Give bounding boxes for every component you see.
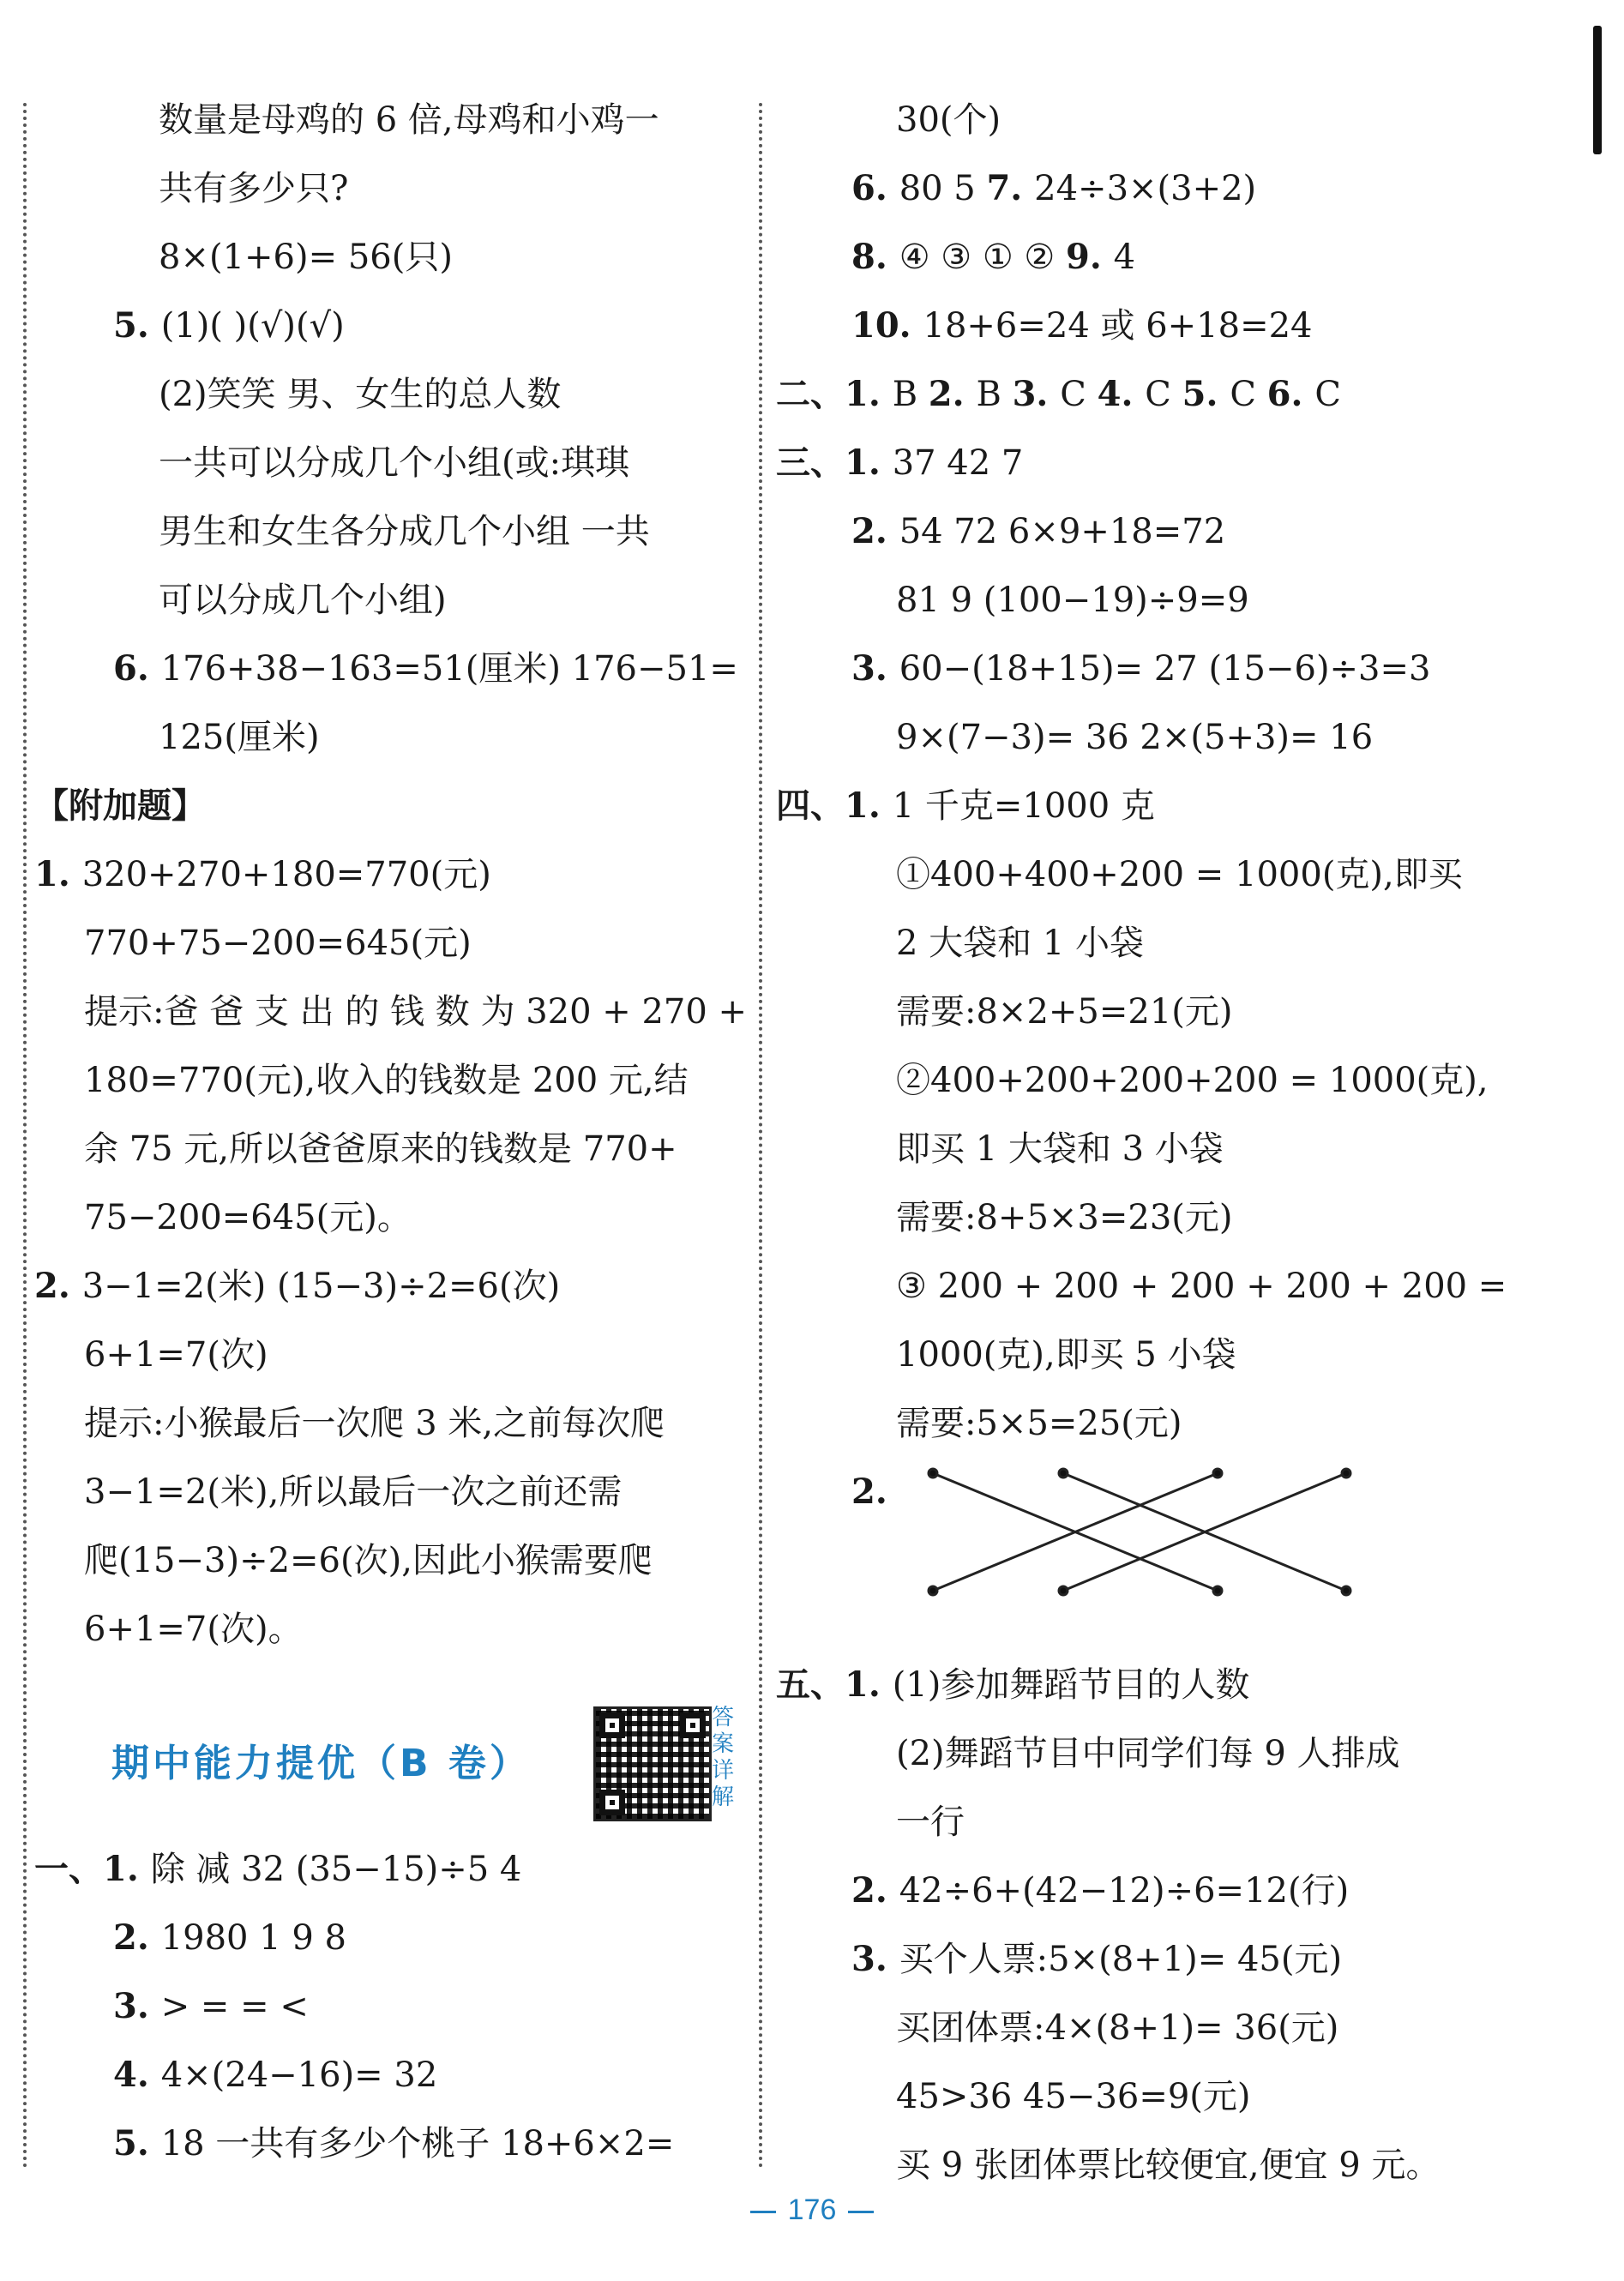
answer-text: 37 42 7 <box>892 443 1024 483</box>
answer-line <box>896 1055 1489 1106</box>
answer-text: 1980 1 9 8 <box>160 1918 346 1958</box>
answer-line <box>34 1844 521 1895</box>
answer-line <box>84 1398 665 1449</box>
answer-line <box>896 849 1463 900</box>
answer-text: 需要:5×5=25(元) <box>896 1404 1182 1443</box>
question-number: 9. <box>1065 237 1114 277</box>
answer-line <box>896 918 1144 969</box>
question-number: 四、1. <box>776 785 893 826</box>
question-number: 3. <box>851 648 899 689</box>
answer-line <box>776 437 1023 489</box>
question-number: 3. <box>1012 374 1061 414</box>
answer-text: (1)( )(√)(√) <box>160 306 345 346</box>
answer-line <box>896 986 1232 1038</box>
answer-text: ④ ③ ① ② <box>899 238 1066 277</box>
question-number: 一、1. <box>34 1849 151 1889</box>
answer-text: C <box>1314 375 1341 414</box>
answer-line <box>851 163 1256 214</box>
question-number: 2. <box>851 1870 899 1911</box>
answer-text: 1 千克=1000 克 <box>892 786 1155 826</box>
match-dot <box>929 1469 937 1478</box>
answer-line <box>159 506 650 557</box>
answer-line <box>159 712 320 763</box>
page-edge-mark <box>1593 26 1602 154</box>
answer-text: 数量是母鸡的 6 倍,母鸡和小鸡一 <box>159 100 659 140</box>
answer-line <box>84 986 747 1038</box>
column-divider-dotted-line <box>759 103 762 2170</box>
answer-text: 3−1=2(米),所以最后一次之前还需 <box>84 1472 623 1512</box>
question-number: 2. <box>928 374 977 414</box>
answer-text: 6+1=7(次) <box>84 1335 268 1375</box>
answer-line <box>34 1261 560 1312</box>
match-dot <box>1059 1586 1068 1595</box>
answer-line <box>851 1934 1342 1985</box>
answer-line <box>776 369 1341 420</box>
question-number: 3. <box>113 1986 161 2026</box>
answer-text: 买团体票:4×(8+1)= 36(元) <box>896 2008 1339 2048</box>
match-dot <box>1342 1469 1350 1478</box>
answer-text: 男生和女生各分成几个小组 一共 <box>159 512 650 551</box>
answer-line <box>159 163 348 214</box>
answer-text: (1)参加舞蹈节目的人数 <box>892 1665 1250 1705</box>
answer-line <box>776 1659 1249 1711</box>
answer-line <box>159 437 629 489</box>
qr-label: 答案详解 <box>712 1705 735 1810</box>
answer-line <box>896 712 1373 763</box>
question-number: 7. <box>986 168 1035 208</box>
question-number: 5. <box>113 305 161 346</box>
section-title: 期中能力提优（B 卷） <box>111 1742 531 1785</box>
answer-text: 180=770(元),收入的钱数是 200 元,结 <box>84 1061 689 1100</box>
question-number: 2. <box>851 1472 887 1512</box>
answer-line <box>113 1912 346 1964</box>
answer-line <box>34 849 491 900</box>
answer-line <box>159 232 453 283</box>
answer-line <box>84 918 472 969</box>
question-number: 5. <box>1182 374 1230 414</box>
answer-line <box>896 1728 1400 1779</box>
answer-line <box>776 780 1155 832</box>
answer-text: 提示:爸 爸 支 出 的 钱 数 为 320 + 270 + <box>84 992 748 1032</box>
answer-line <box>159 575 447 626</box>
answer-line <box>34 780 206 832</box>
question-number: 10. <box>851 305 923 346</box>
answer-line <box>84 1604 303 1655</box>
match-dot <box>1213 1586 1222 1595</box>
answer-text: (2)舞蹈节目中同学们每 9 人排成 <box>896 1734 1400 1773</box>
answer-text: 一共可以分成几个小组(或:琪琪 <box>159 443 630 483</box>
answer-text: 除 减 32 (35−15)÷5 4 <box>150 1850 522 1889</box>
answer-line <box>84 1466 622 1518</box>
answer-text: (2)笑笑 男、女生的总人数 <box>159 375 562 414</box>
answer-line <box>159 369 561 420</box>
answer-text: 1000(克),即买 5 小袋 <box>896 1335 1236 1375</box>
answer-text: 176+38−163=51(厘米) 176−51= <box>160 649 738 689</box>
answer-line <box>896 2002 1338 2054</box>
answer-text: ①400+400+200 = 1000(克),即买 <box>896 855 1463 894</box>
question-number: 1. <box>34 854 82 894</box>
answer-text: 18+6=24 或 6+18=24 <box>923 306 1313 346</box>
answer-text: 2 大袋和 1 小袋 <box>896 924 1145 963</box>
answer-text: C <box>1145 375 1182 414</box>
answer-line <box>113 2049 437 2101</box>
question-number: 3. <box>851 1939 899 1979</box>
question-number: 6. <box>113 648 161 689</box>
answer-line <box>113 2118 674 2170</box>
answer-text: 770+75−200=645(元) <box>84 924 472 963</box>
answer-text: 30(个) <box>896 100 1001 140</box>
answer-text: C <box>1060 375 1098 414</box>
answer-text: 24÷3×(3+2) <box>1034 169 1257 208</box>
answer-text: 8×(1+6)= 56(只) <box>159 238 453 277</box>
match-dot <box>1059 1469 1068 1478</box>
answer-line <box>113 643 738 695</box>
answer-line <box>851 506 1225 557</box>
answer-line <box>896 1398 1182 1449</box>
answer-text: 一行 <box>896 1803 965 1842</box>
answer-text: 可以分成几个小组) <box>159 581 447 620</box>
answer-text: 买个人票:5×(8+1)= 45(元) <box>899 1940 1343 1979</box>
answer-text: 提示:小猴最后一次爬 3 米,之前每次爬 <box>84 1404 665 1443</box>
answer-line <box>896 1261 1507 1312</box>
match-dot <box>929 1586 937 1595</box>
page-number <box>0 2194 1624 2227</box>
answer-text: 125(厘米) <box>159 718 320 757</box>
answer-line <box>851 232 1135 283</box>
answer-text: B <box>976 375 1013 414</box>
answer-line <box>84 1055 689 1106</box>
answer-text: 81 9 (100−19)÷9=9 <box>896 581 1249 620</box>
answer-text: > = = < <box>160 1987 309 2026</box>
answer-text: 即买 1 大袋和 3 小袋 <box>896 1129 1224 1169</box>
answer-line <box>851 643 1430 695</box>
answer-text: 需要:8×2+5=21(元) <box>896 992 1233 1032</box>
page-number-value: 176 <box>787 2194 837 2226</box>
answer-line <box>896 1329 1236 1381</box>
match-dot <box>1342 1586 1350 1595</box>
answer-text: 4 <box>1113 238 1136 277</box>
answer-line <box>84 1329 268 1381</box>
question-number: 2. <box>851 511 899 551</box>
answer-text: 42÷6+(42−12)÷6=12(行) <box>899 1871 1350 1911</box>
answer-line <box>851 1466 887 1518</box>
matching-cross-diagram <box>917 1458 1363 1604</box>
question-number: 五、1. <box>776 1664 893 1705</box>
answer-text: 80 5 <box>899 169 987 208</box>
answer-text: 【附加题】 <box>34 785 206 826</box>
answer-text: 75−200=645(元)。 <box>84 1198 412 1237</box>
answer-line <box>113 300 345 352</box>
question-number: 二、1. <box>776 374 893 414</box>
question-number: 6. <box>1266 374 1315 414</box>
question-number: 4. <box>113 2055 161 2095</box>
answer-line <box>159 94 659 146</box>
answer-line <box>896 94 1001 146</box>
match-dot <box>1213 1469 1222 1478</box>
answer-text: 余 75 元,所以爸爸原来的钱数是 770+ <box>84 1129 677 1169</box>
answer-line <box>896 1123 1224 1175</box>
answer-text: 买 9 张团体票比较便宜,便宜 9 元。 <box>896 2146 1441 2185</box>
answer-line <box>84 1123 677 1175</box>
answer-text: C <box>1230 375 1267 414</box>
answer-line <box>113 1981 309 2032</box>
answer-text: 6+1=7(次)。 <box>84 1610 303 1649</box>
qr-code-icon[interactable] <box>593 1706 712 1821</box>
question-number: 2. <box>113 1917 161 1958</box>
question-number: 2. <box>34 1266 82 1306</box>
answer-text: 需要:8+5×3=23(元) <box>896 1198 1233 1237</box>
question-number: 三、1. <box>776 442 893 483</box>
answer-text: 爬(15−3)÷2=6(次),因此小猴需要爬 <box>84 1541 653 1580</box>
answer-text: 共有多少只? <box>159 169 349 208</box>
answer-line <box>84 1535 653 1586</box>
answer-text: 18 一共有多少个桃子 18+6×2= <box>160 2124 675 2164</box>
question-number: 8. <box>851 237 899 277</box>
answer-line <box>896 2071 1251 2122</box>
answer-text: 320+270+180=770(元) <box>81 855 491 894</box>
answer-line <box>896 2140 1440 2191</box>
answer-text: 54 72 6×9+18=72 <box>899 512 1226 551</box>
answer-line <box>896 1797 965 1848</box>
answer-text: 60−(18+15)= 27 (15−6)÷3=3 <box>899 649 1431 689</box>
question-number: 5. <box>113 2123 161 2164</box>
answer-line <box>896 1192 1232 1243</box>
answer-line <box>896 575 1249 626</box>
answer-text: 4×(24−16)= 32 <box>160 2055 438 2095</box>
answer-text: ②400+200+200+200 = 1000(克), <box>896 1061 1489 1100</box>
answer-text: 45>36 45−36=9(元) <box>896 2077 1251 2116</box>
question-number: 4. <box>1097 374 1146 414</box>
answer-text: 3−1=2(米) (15−3)÷2=6(次) <box>81 1267 561 1306</box>
answer-text: B <box>892 375 929 414</box>
answer-text: 9×(7−3)= 36 2×(5+3)= 16 <box>896 718 1374 757</box>
answer-text: ③ 200 + 200 + 200 + 200 + 200 = <box>896 1267 1507 1306</box>
answer-line <box>84 1192 412 1243</box>
left-margin-dotted-line <box>23 103 27 2170</box>
answer-line <box>851 1865 1349 1917</box>
question-number: 6. <box>851 168 899 208</box>
answer-line <box>851 300 1313 352</box>
